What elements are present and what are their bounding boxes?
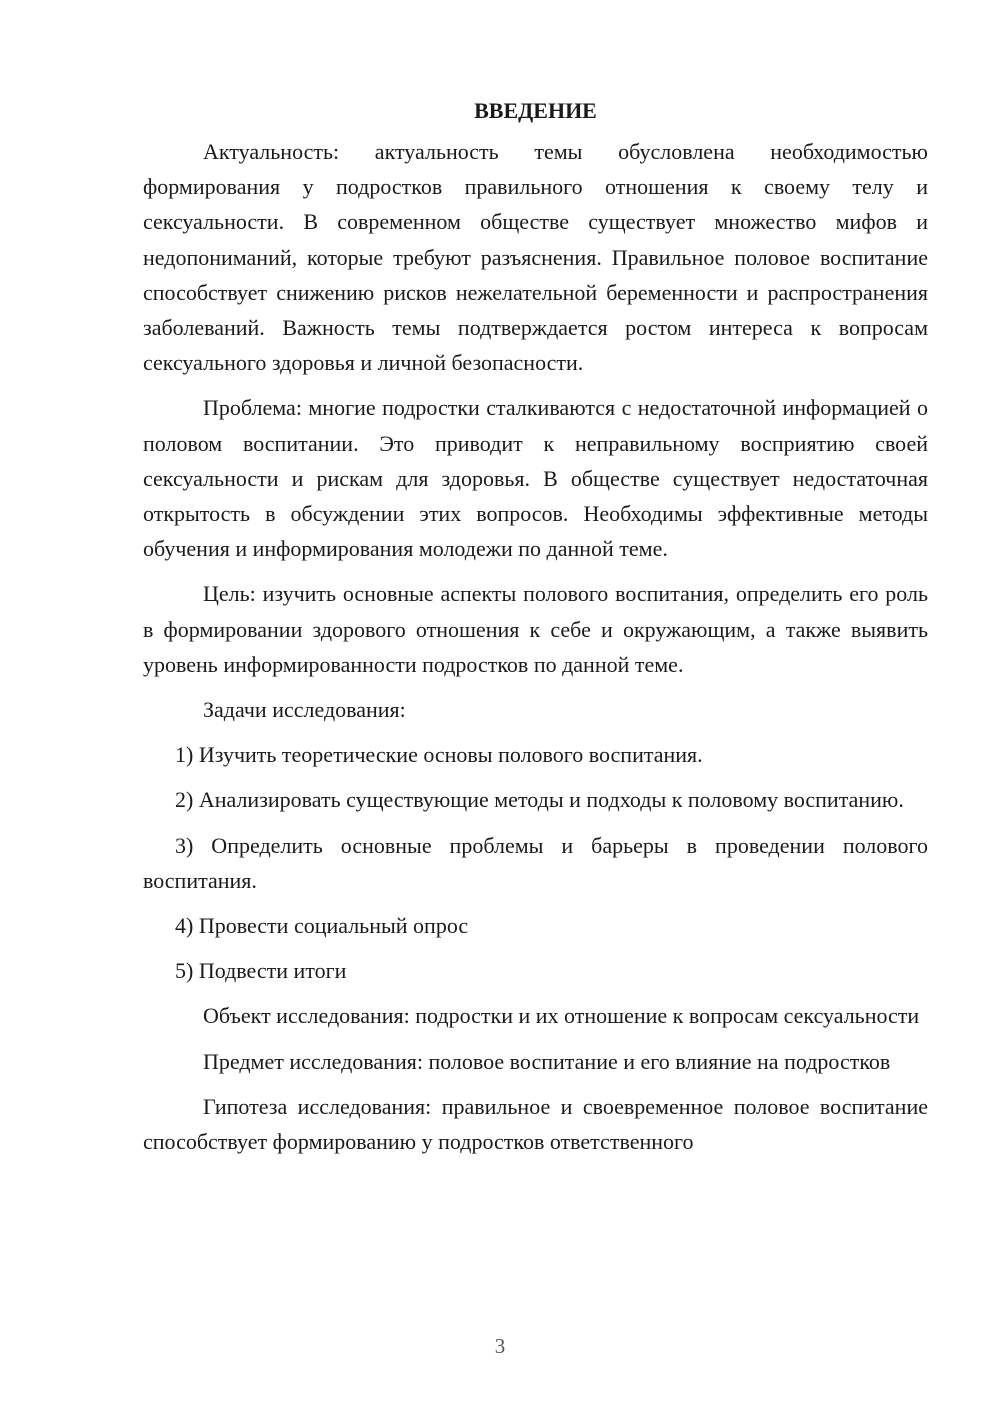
goal-paragraph: Цель: изучить основные аспекты полового воспитания, определить его роль в формировании здорового отношения к себе и окружающим, а также выявить уровень информированности подростков по данной теме. [143, 581, 928, 677]
object-paragraph: Объект исследования: подростки и их отношение к вопросам сексуальности [203, 1003, 920, 1029]
task-item: 5) Подвести итоги [175, 958, 347, 984]
tasks-heading: Задачи исследования: [203, 697, 406, 723]
page-number: 3 [494, 1334, 506, 1358]
subject-paragraph: Предмет исследования: половое воспитание и его влияние на подростков [203, 1048, 891, 1074]
task-item: 4) Провести социальный опрос [175, 913, 469, 939]
task-item: 1) Изучить теоретические основы полового воспитания. [175, 742, 703, 768]
task-item: 3) Определить основные проблемы и барьеры в проведении полового воспитания. [143, 832, 928, 893]
section-title: ВВЕДЕНИЕ [474, 98, 597, 123]
problem-paragraph: Проблема: многие подростки сталкиваются с недостаточной информацией о половом воспитании. Это приводит к неправильному восприятию своей сексуальности и рискам для здоровья. В обществе существует недостаточная открытость в обсуждении этих вопросов. Необходимы эффективные методы обучения и информирования молодежи по данной теме. [143, 395, 928, 562]
relevance-paragraph: Актуальность: актуальность темы обусловлена необходимостью формирования у подростков правильного отношения к своему телу и сексуальности. В современном обществе существует множество мифов и недопониманий, которые требуют разъяснения. Правильное половое воспитание способствует снижению рисков нежелательной беременности и распространения заболеваний. Важность темы подтверждается ростом интереса к вопросам сексуального здоровья и личной безопасности. [143, 139, 928, 376]
hypothesis-paragraph: Гипотеза исследования: правильное и своевременное половое воспитание способствует формированию у подростков ответственного [143, 1093, 928, 1155]
page-body [143, 93, 928, 1169]
task-item: 2) Анализировать существующие методы и подходы к половому воспитанию. [175, 787, 904, 813]
